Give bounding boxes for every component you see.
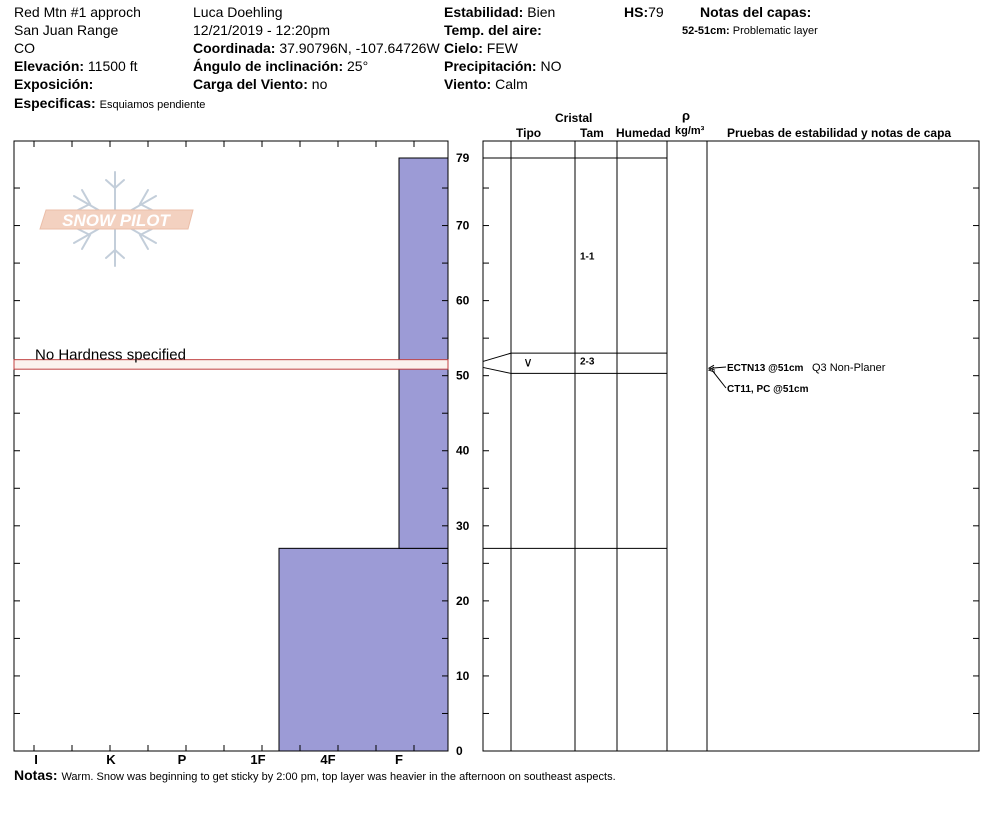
sky-value: FEW xyxy=(486,40,518,56)
height-axis xyxy=(14,151,979,758)
col-humedad: Humedad xyxy=(616,126,671,140)
grain-type-symbols xyxy=(523,355,533,370)
col-density-unit: kg/m³ xyxy=(675,125,705,137)
y-tick-label: 60 xyxy=(456,293,470,308)
stability-tests xyxy=(709,362,886,395)
y-tick-label: 70 xyxy=(456,218,470,233)
elevation-value: 11500 ft xyxy=(87,58,138,74)
col-tests: Pruebas de estabilidad y notas de capa xyxy=(727,126,952,140)
specifics-value: Esquiamos pendiente xyxy=(99,99,206,111)
datetime: 12/21/2019 - 12:20pm xyxy=(193,22,330,38)
layer-note-range: 52-51cm: xyxy=(682,25,730,37)
incline-value: 25° xyxy=(347,58,369,74)
y-tick-label: 20 xyxy=(456,593,470,608)
sky-label: Cielo: xyxy=(444,40,483,56)
y-tick-label: 10 xyxy=(456,668,470,683)
incline-label: Ángulo de inclinación: xyxy=(193,58,344,74)
hardness-bar-upper xyxy=(399,158,448,548)
hardness-bar-lower xyxy=(279,548,448,751)
stability-value: Bien xyxy=(527,4,556,20)
test-note: Q3 Non-Planer xyxy=(812,362,886,374)
grain-type-symbol: ∨ xyxy=(523,354,533,370)
grain-size-label: 1-1 xyxy=(580,251,595,263)
stability-label: Estabilidad: xyxy=(444,4,524,20)
col-cristal: Cristal xyxy=(555,111,593,125)
x-tick-label: F xyxy=(395,752,403,767)
test-arrow xyxy=(712,370,726,388)
x-tick-label: 4F xyxy=(320,752,336,767)
observer: Luca Doehling xyxy=(193,4,283,20)
elevation-label: Elevación: xyxy=(14,58,85,74)
state-name: CO xyxy=(14,40,35,56)
x-tick-label: 1F xyxy=(250,752,266,767)
no-hardness-label: No Hardness specified xyxy=(35,346,186,364)
test-label: CT11, PC @51cm xyxy=(727,384,809,395)
x-tick-label: I xyxy=(34,752,38,767)
layer-note-text: Problematic layer xyxy=(732,25,818,37)
col-tipo: Tipo xyxy=(516,126,542,140)
layer-notes-title: Notas del capas: xyxy=(700,4,812,20)
coord-label: Coordinada: xyxy=(193,40,276,56)
x-tick-label: P xyxy=(177,752,187,767)
y-tick-label: 79 xyxy=(456,151,470,165)
test-label: ECTN13 @51cm xyxy=(727,363,804,374)
aspect-label: Exposición: xyxy=(14,76,94,92)
notes-text: Warm. Snow was beginning to get sticky by 2:00 pm, top layer was heavier in the afternoon on southeast aspects. xyxy=(61,771,616,783)
y-tick-label: 40 xyxy=(456,443,470,458)
wind-value: Calm xyxy=(495,76,528,92)
y-tick-label: 30 xyxy=(456,518,470,533)
specifics-label: Especificas: xyxy=(14,95,96,111)
hs-value: 79 xyxy=(648,4,664,20)
wind-label: Viento: xyxy=(444,76,492,92)
hs-label: HS: xyxy=(624,4,649,20)
wind-load-value: no xyxy=(311,76,328,92)
precip-label: Precipitación: xyxy=(444,58,537,74)
layer-connector xyxy=(483,367,511,373)
grain-size-label: 2-3 xyxy=(580,356,595,368)
air-temp-label: Temp. del aire: xyxy=(444,22,542,38)
snowpilot-logo xyxy=(40,172,193,266)
col-rho: ρ xyxy=(682,108,691,123)
col-tam: Tam xyxy=(580,126,604,140)
site-name: Red Mtn #1 approch xyxy=(14,4,141,20)
y-tick-label: 0 xyxy=(456,744,463,758)
crystal-panel-frame xyxy=(483,141,979,751)
precip-value: NO xyxy=(540,58,562,74)
logo-text: SNOW PILOT xyxy=(62,211,170,230)
x-tick-label: K xyxy=(106,752,116,767)
layer-connector xyxy=(483,353,511,361)
wind-load-label: Carga del Viento: xyxy=(193,76,308,92)
grain-size-labels xyxy=(580,252,595,368)
range-name: San Juan Range xyxy=(14,22,119,38)
coord-value: 37.90796N, -107.64726W xyxy=(279,40,440,56)
notes xyxy=(14,766,616,786)
notes-label: Notas: xyxy=(14,767,58,783)
y-tick-label: 50 xyxy=(456,368,470,383)
